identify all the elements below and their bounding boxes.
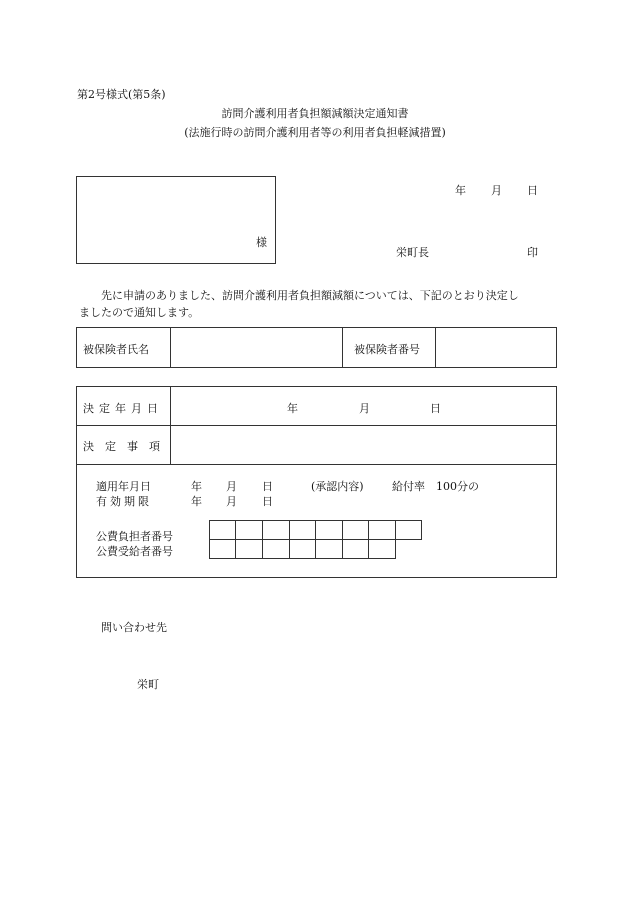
valid-day: 日 <box>262 495 273 508</box>
contact-name: 栄町 <box>137 678 159 691</box>
insured-table-divider <box>170 327 171 368</box>
insured-table-divider <box>342 327 343 368</box>
addressee-suffix: 様 <box>256 236 267 249</box>
document-subtitle: (法施行時の訪問介護利用者等の利用者負担軽減措置) <box>184 126 446 139</box>
addressee-box <box>76 176 276 264</box>
decision-matter-label: 決定事項 <box>83 440 171 453</box>
decision-date-label: 決定年月日 <box>83 402 163 415</box>
grid-divider <box>289 539 290 559</box>
valid-month: 月 <box>226 495 237 508</box>
insured-table-divider <box>435 327 436 368</box>
issuer: 栄町長 <box>396 246 429 259</box>
decision-table-rule <box>76 464 557 465</box>
grid-divider <box>235 539 236 559</box>
apply-date-label: 適用年月日 <box>96 480 151 493</box>
grid-divider <box>342 539 343 559</box>
insured-name-label: 被保険者氏名 <box>83 343 149 356</box>
approval-content: (承認内容) <box>311 480 364 493</box>
body-line-1: 先に申請のありました、訪問介護利用者負担額減額については、下記のとおり決定し <box>101 289 519 302</box>
grid-divider <box>262 539 263 559</box>
seal-mark: 印 <box>527 246 538 259</box>
decision-table-rule <box>76 425 557 426</box>
grid-divider <box>315 520 316 540</box>
grid-divider <box>262 520 263 540</box>
public-payer-label: 公費負担者番号 <box>96 530 173 543</box>
decision-date-year: 年 <box>287 402 298 415</box>
apply-year: 年 <box>191 480 202 493</box>
benefit-rate: 給付率 100分の <box>392 480 479 493</box>
insured-number-label: 被保険者番号 <box>354 343 420 356</box>
date-day: 日 <box>527 184 538 197</box>
document-title: 訪問介護利用者負担額減額決定通知書 <box>221 107 409 120</box>
body-line-2: ましたので通知します。 <box>79 306 200 319</box>
decision-date-day: 日 <box>430 402 441 415</box>
grid-divider <box>289 520 290 540</box>
date-year: 年 <box>455 184 466 197</box>
public-recipient-label: 公費受給者番号 <box>96 545 173 558</box>
decision-date-month: 月 <box>359 402 370 415</box>
grid-divider <box>395 520 396 540</box>
valid-period-label: 有効期限 <box>96 495 152 508</box>
grid-divider <box>235 520 236 540</box>
grid-divider <box>315 539 316 559</box>
date-month: 月 <box>491 184 502 197</box>
grid-divider <box>342 520 343 540</box>
form-number: 第2号様式(第5条) <box>77 88 166 101</box>
valid-year: 年 <box>191 495 202 508</box>
apply-month: 月 <box>226 480 237 493</box>
grid-divider <box>368 520 369 540</box>
grid-divider <box>368 539 369 559</box>
apply-day: 日 <box>262 480 273 493</box>
contact-label: 問い合わせ先 <box>101 621 167 634</box>
